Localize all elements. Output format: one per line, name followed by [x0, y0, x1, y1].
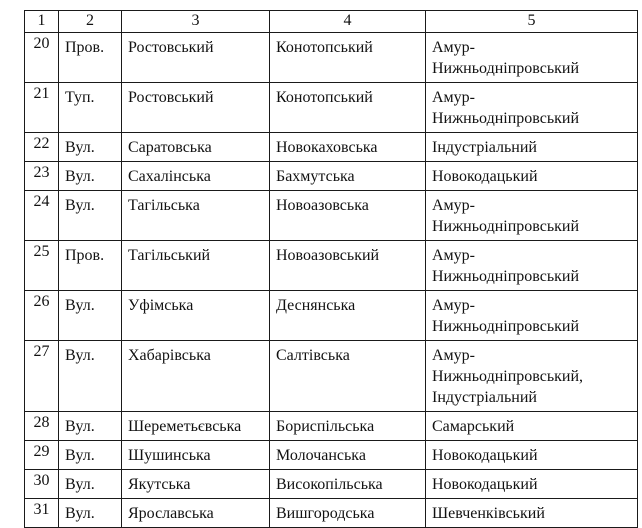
new-name: Високопільська [270, 470, 426, 499]
new-name: Бахмутська [270, 162, 426, 191]
new-name: Салтівська [270, 341, 426, 412]
street-type: Вул. [59, 191, 122, 241]
street-type: Вул. [59, 162, 122, 191]
table-row [25, 191, 638, 241]
table-row [25, 241, 638, 291]
row-number: 21 [25, 83, 59, 133]
table-row [25, 412, 638, 441]
district: Самарський [426, 412, 638, 441]
new-name: Бориспільська [270, 412, 426, 441]
header-col-2: 2 [59, 11, 122, 33]
row-number: 27 [25, 341, 59, 412]
district: Новокодацький [426, 162, 638, 191]
old-name: Ростовський [122, 33, 270, 83]
street-type: Вул. [59, 499, 122, 528]
row-number: 23 [25, 162, 59, 191]
row-number: 22 [25, 133, 59, 162]
district: Новокодацький [426, 441, 638, 470]
street-type: Пров. [59, 33, 122, 83]
new-name: Новоазовська [270, 191, 426, 241]
new-name: Конотопський [270, 33, 426, 83]
old-name: Тагільська [122, 191, 270, 241]
row-number: 30 [25, 470, 59, 499]
header-col-1: 1 [25, 11, 59, 33]
row-number: 24 [25, 191, 59, 241]
table-row [25, 470, 638, 499]
table-row [25, 33, 638, 83]
old-name: Шушинська [122, 441, 270, 470]
district: Амур- Нижньодніпровський [426, 33, 638, 83]
district: Амур- Нижньодніпровський [426, 241, 638, 291]
old-name: Сахалінська [122, 162, 270, 191]
old-name: Шереметьєвська [122, 412, 270, 441]
street-type: Туп. [59, 83, 122, 133]
old-name: Уфімська [122, 291, 270, 341]
new-name: Вишгородська [270, 499, 426, 528]
new-name: Молочанська [270, 441, 426, 470]
district: Амур- Нижньодніпровський [426, 191, 638, 241]
street-type: Вул. [59, 412, 122, 441]
district: Амур- Нижньодніпровський, Індустріальний [426, 341, 638, 412]
header-row [25, 11, 638, 33]
old-name: Хабарівська [122, 341, 270, 412]
district: Амур- Нижньодніпровський [426, 291, 638, 341]
row-number: 20 [25, 33, 59, 83]
new-name: Деснянська [270, 291, 426, 341]
old-name: Ярославська [122, 499, 270, 528]
header-col-5: 5 [426, 11, 638, 33]
table-row [25, 499, 638, 528]
table-row [25, 341, 638, 412]
table-row [25, 133, 638, 162]
row-number: 29 [25, 441, 59, 470]
street-type: Вул. [59, 441, 122, 470]
old-name: Ростовський [122, 83, 270, 133]
table-row [25, 162, 638, 191]
street-type: Пров. [59, 241, 122, 291]
district: Амур- Нижньодніпровський [426, 83, 638, 133]
row-number: 28 [25, 412, 59, 441]
old-name: Якутська [122, 470, 270, 499]
new-name: Новоазовський [270, 241, 426, 291]
row-number: 26 [25, 291, 59, 341]
street-type: Вул. [59, 341, 122, 412]
table-row [25, 441, 638, 470]
table-row [25, 291, 638, 341]
old-name: Саратовська [122, 133, 270, 162]
district: Шевченківський [426, 499, 638, 528]
row-number: 31 [25, 499, 59, 528]
district: Індустріальний [426, 133, 638, 162]
table-row [25, 83, 638, 133]
street-type: Вул. [59, 291, 122, 341]
header-col-4: 4 [270, 11, 426, 33]
street-type: Вул. [59, 470, 122, 499]
row-number: 25 [25, 241, 59, 291]
header-col-3: 3 [122, 11, 270, 33]
new-name: Новокаховська [270, 133, 426, 162]
district: Новокодацький [426, 470, 638, 499]
old-name: Тагільський [122, 241, 270, 291]
street-renaming-table [24, 10, 638, 528]
new-name: Конотопський [270, 83, 426, 133]
street-type: Вул. [59, 133, 122, 162]
